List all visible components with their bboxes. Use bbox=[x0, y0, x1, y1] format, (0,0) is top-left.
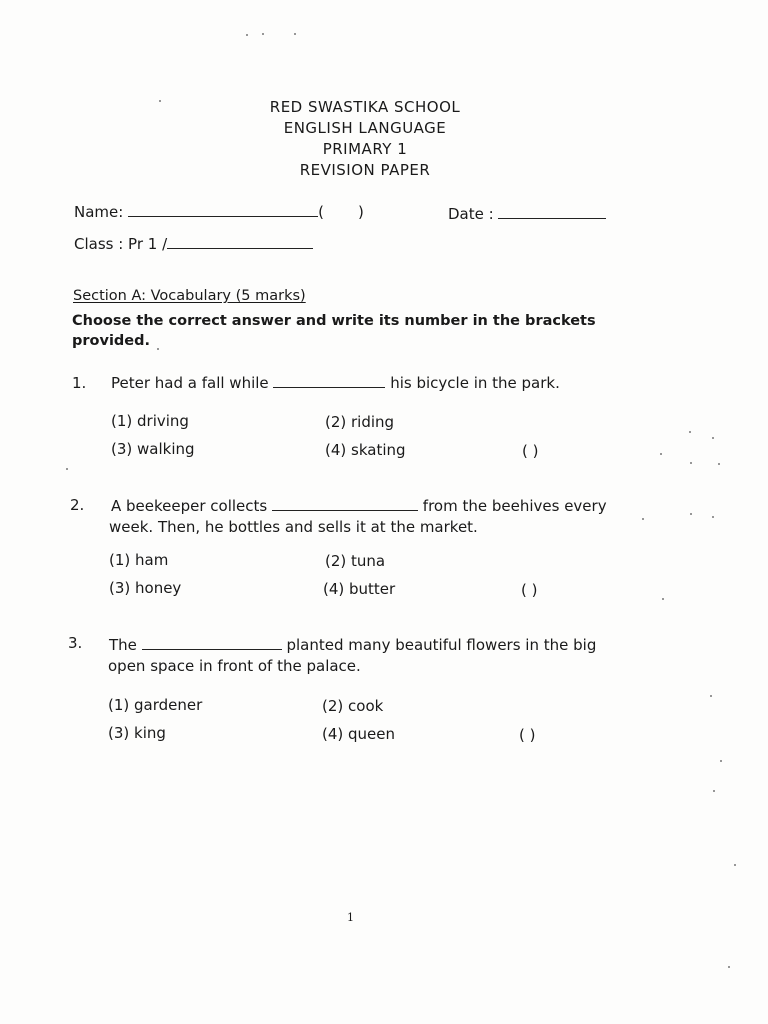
question-3-blank[interactable] bbox=[142, 649, 282, 650]
question-2-answer-bracket[interactable]: ( ) bbox=[521, 581, 538, 599]
question-1-number: 1. bbox=[72, 374, 87, 392]
question-3-option-4[interactable]: (4) queen bbox=[322, 725, 396, 743]
date-field[interactable] bbox=[448, 205, 606, 223]
question-1-option-1[interactable]: (1) driving bbox=[111, 412, 189, 430]
scan-speck bbox=[660, 453, 662, 455]
scan-speck bbox=[246, 34, 248, 36]
question-2-text bbox=[111, 496, 607, 517]
question-2-option-3[interactable]: (3) honey bbox=[109, 579, 182, 597]
question-2-option-1[interactable]: (1) ham bbox=[109, 551, 169, 569]
class-blank[interactable] bbox=[167, 248, 313, 249]
question-2-line-2: week. Then, he bottles and sells it at the market. bbox=[109, 518, 478, 536]
name-label: Name: bbox=[74, 203, 124, 221]
scan-speck bbox=[713, 790, 715, 792]
question-3-number: 3. bbox=[68, 634, 83, 652]
question-1-blank[interactable] bbox=[273, 387, 385, 388]
date-label: Date : bbox=[448, 205, 494, 223]
scan-speck bbox=[710, 695, 712, 697]
question-1-after: his bicycle in the park. bbox=[390, 374, 560, 392]
question-2-number: 2. bbox=[70, 496, 85, 514]
scan-speck bbox=[718, 463, 720, 465]
question-1-option-3[interactable]: (3) walking bbox=[111, 440, 195, 458]
question-3-answer-bracket[interactable]: ( ) bbox=[519, 726, 536, 744]
question-3-before: The bbox=[109, 636, 137, 654]
class-field[interactable] bbox=[74, 235, 313, 253]
question-3-text bbox=[109, 635, 596, 656]
scan-speck bbox=[712, 516, 714, 518]
question-3-after: planted many beautiful flowers in the big bbox=[286, 636, 597, 654]
scan-speck bbox=[690, 462, 692, 464]
question-3-option-3[interactable]: (3) king bbox=[108, 724, 166, 742]
scan-speck bbox=[159, 100, 161, 102]
scan-speck bbox=[712, 437, 714, 439]
question-2-blank[interactable] bbox=[272, 510, 418, 511]
question-3-line-2: open space in front of the palace. bbox=[108, 657, 361, 675]
scan-speck bbox=[294, 33, 296, 35]
scan-speck bbox=[662, 598, 664, 600]
page-number: 1 bbox=[347, 911, 354, 924]
school-name: RED SWASTIKA SCHOOL bbox=[269, 98, 461, 116]
scan-speck bbox=[728, 966, 730, 968]
scan-speck bbox=[642, 518, 644, 520]
question-1-answer-bracket[interactable]: ( ) bbox=[522, 442, 539, 460]
question-2-option-2[interactable]: (2) tuna bbox=[325, 552, 386, 570]
register-bracket-close: ) bbox=[357, 203, 364, 221]
paper-title: REVISION PAPER bbox=[299, 161, 431, 179]
scan-speck bbox=[66, 468, 68, 470]
date-blank[interactable] bbox=[498, 218, 606, 219]
question-1-option-2[interactable]: (2) riding bbox=[325, 413, 395, 431]
scan-speck bbox=[689, 431, 691, 433]
scan-speck bbox=[720, 760, 722, 762]
question-1-text bbox=[111, 373, 560, 394]
scan-speck bbox=[262, 33, 264, 35]
question-3-option-1[interactable]: (1) gardener bbox=[108, 696, 203, 714]
question-2-before: A beekeeper collects bbox=[111, 497, 268, 515]
section-title: Section A: Vocabulary (5 marks) bbox=[73, 288, 306, 304]
scan-speck bbox=[734, 864, 736, 866]
question-1-option-4[interactable]: (4) skating bbox=[325, 441, 406, 459]
question-1-before: Peter had a fall while bbox=[111, 374, 269, 392]
section-instruction: Choose the correct answer and write its number in the brackets provided. bbox=[72, 313, 596, 349]
question-2-after: from the beehives every bbox=[422, 497, 607, 515]
question-2-option-4[interactable]: (4) butter bbox=[323, 580, 396, 598]
name-field[interactable] bbox=[74, 203, 364, 221]
question-3-option-2[interactable]: (2) cook bbox=[322, 697, 384, 715]
scan-speck bbox=[157, 348, 159, 350]
name-blank[interactable] bbox=[128, 216, 318, 217]
class-label: Class : Pr 1 / bbox=[74, 235, 168, 253]
level-title: PRIMARY 1 bbox=[322, 140, 408, 158]
subject-title: ENGLISH LANGUAGE bbox=[283, 119, 447, 137]
register-bracket-open: ( bbox=[318, 203, 324, 221]
scan-speck bbox=[690, 513, 692, 515]
